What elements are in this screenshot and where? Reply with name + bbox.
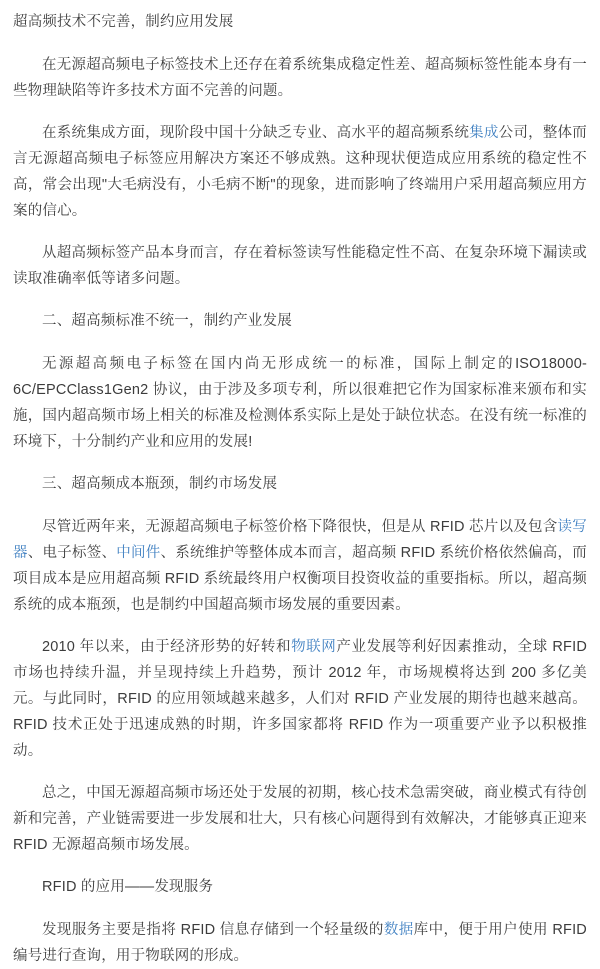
text-run: 库中，便于用户使用 RFID 编号进行查询，用于物联网的形成。 — [13, 922, 587, 964]
text-run: 产业发展等利好因素推动，全球 RFID 市场也持续升温，并呈现持续上升趋势，预计 2012 年，市场规模将达到 200 多亿美元。与此同时，RFID 的应用领域越来越多，人们对 RFID 产业发展的期待也越来越高。RFID 技术正处于迅速成熟的时期，许多国家都将 RFID 作为一项重要产业予以积极推动。 — [13, 639, 587, 759]
text-run: 公司，整体而言无源超高频电子标签应用解决方案还不够成熟。这种现状便造成应用系统的稳定性不高，常会出现"大毛病没有，小毛病不断"的现象，进而影响了终端用户采用超高频应用方案的信心。 — [13, 125, 587, 219]
paragraph-cost — [13, 514, 587, 618]
paragraph-tag-products — [13, 240, 587, 292]
text-run: 超高频技术不完善，制约应用发展 — [13, 14, 234, 30]
text-run: 无源超高频电子标签在国内尚无形成统一的标准，国际上制定的ISO18000-6C/EPCClass1Gen2 协议，由于涉及多项专利，所以很难把它作为国家标准来颁布和实施，国内超高频市场上相关的标准及检测体系实际上是处于缺位状态。在没有统一标准的环境下，十分制约产业和应用的发展! — [13, 356, 587, 450]
text-run: 尽管近两年来，无源超高频电子标签价格下降很快，但是从 RFID 芯片以及包含 — [42, 519, 558, 535]
paragraph-discovery-service — [13, 917, 587, 969]
text-run: 从超高频标签产品本身而言，存在着标签读写性能稳定性不高、在复杂环境下漏读或读取准确率低等诸多问题。 — [13, 245, 587, 287]
link-iot[interactable]: 物联网 — [291, 639, 337, 655]
section-heading-cost — [13, 471, 587, 497]
document-title — [13, 9, 587, 35]
paragraph-summary — [13, 780, 587, 858]
paragraph-system-integration — [13, 120, 587, 224]
link-database[interactable]: 数据 — [383, 922, 414, 938]
paragraph-standards — [13, 351, 587, 455]
text-run: 总之，中国无源超高频市场还处于发展的初期，核心技术急需突破，商业模式有待创新和完善，产业链需要进一步发展和壮大，只有核心问题得到有效解决，才能够真正迎来 RFID 无源超高频市场发展。 — [13, 785, 587, 853]
text-run: 、系统维护等整体成本而言，超高频 RFID 系统价格依然偏高，而项目成本是应用超高频 RFID 系统最终用户权衡项目投资收益的重要指标。所以，超高频系统的成本瓶颈，也是制约中国超高频市场发展的重要因素。 — [13, 545, 587, 613]
section-heading-discovery-service — [13, 874, 587, 900]
text-run: 二、超高频标准不统一，制约产业发展 — [42, 313, 292, 329]
text-run: RFID 的应用——发现服务 — [42, 879, 214, 895]
link-reader[interactable]: 读写器 — [13, 519, 588, 561]
text-run: 三、超高频成本瓶颈，制约市场发展 — [42, 476, 278, 492]
link-integration[interactable]: 集成 — [469, 125, 499, 141]
section-heading-standards — [13, 308, 587, 334]
text-run: 、电子标签、 — [27, 545, 117, 561]
text-run: 在无源超高频电子标签技术上还存在着系统集成稳定性差、超高频标签性能本身有一些物理缺陷等许多技术方面不完善的问题。 — [13, 57, 587, 99]
paragraph-market-2010 — [13, 634, 587, 764]
text-run: 发现服务主要是指将 RFID 信息存储到一个轻量级的 — [42, 922, 384, 938]
text-run: 2010 年以来，由于经济形势的好转和 — [42, 639, 292, 655]
paragraph-tech-issues — [13, 52, 587, 104]
link-middleware[interactable]: 中间件 — [116, 545, 161, 561]
text-run: 在系统集成方面，现阶段中国十分缺乏专业、高水平的超高频系统 — [42, 125, 470, 141]
